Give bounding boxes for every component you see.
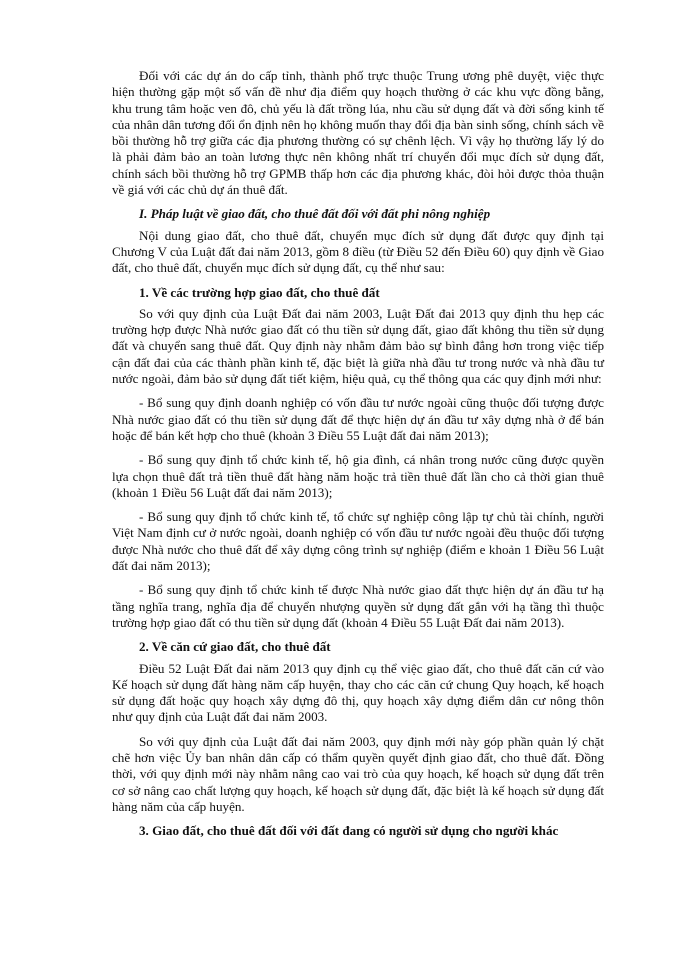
section-heading-1: I. Pháp luật về giao đất, cho thuê đất đối với đất phi nông nghiệp <box>139 206 491 222</box>
subsection2-paragraph-1: Điều 52 Luật Đất đai năm 2013 quy định cụ thể việc giao đất, cho thuê đất căn cứ vào Kế hoạch sử dụng đất hàng năm cấp huyện, thay cho các căn cứ chung Quy hoạch, kế hoạch sử dụng đất hoặc quy hoạch xây dựng đô thị, quy hoạch xây dựng điểm dân cư nông thôn như quy định của Luật đất đai năm 2003. <box>112 660 604 725</box>
subsection-heading-2: 2. Về căn cứ giao đất, cho thuê đất <box>139 639 331 655</box>
bullet-item-4: - Bổ sung quy định tổ chức kinh tế được Nhà nước giao đất thực hiện dự án đầu tư hạ tầng nghĩa trang, nghĩa địa để chuyển nhượng quyền sử dụng đất gắn với hạ tầng thì thuộc trường hợp giao đất có thu tiền sử dụng đất (khoản 4 Điều 55 Luật Đất đai năm 2013). <box>112 582 604 630</box>
bullet-item-2: - Bổ sung quy định tổ chức kinh tế, hộ gia đình, cá nhân trong nước cũng được quyền lựa chọn thuê đất trả tiền thuê đất hàng năm hoặc trả tiền thuê đất lần cho cả thời gian thuê (khoản 1 Điều 56 Luật đất đai năm 2013); <box>112 452 604 500</box>
intro-paragraph: Đối với các dự án do cấp tỉnh, thành phố trực thuộc Trung ương phê duyệt, việc thực hiện thường gặp một số vấn đề như địa điểm quy hoạch thường ở các khu vực đồng bằng, khu trung tâm hoặc ven đô, chủ yếu là đất trồng lúa, nhu cầu sử dụng đất và đời sống kinh tế của nhân dân tương đối ổn định nên họ không muốn thay đổi địa bàn sinh sống, chính sách về bồi thường hỗ trợ giữa các địa phương thường có sự chênh lệch. Vì vậy họ thường lấy lý do là phải đảm bảo an toàn lương thực nên không nhất trí chuyển đổi mục đích sử dụng đất, chính sách bồi thường hỗ trợ GPMB thấp hơn các địa phương khác, đòi hỏi được thỏa thuận về giá với các chủ dự án thuê đất. <box>112 68 604 198</box>
subsection-heading-3: 3. Giao đất, cho thuê đất đối với đất đang có người sử dụng cho người khác <box>139 823 559 839</box>
section1-intro-paragraph: Nội dung giao đất, cho thuê đất, chuyển mục đích sử dụng đất được quy định tại Chương V của Luật đất đai năm 2013, gồm 8 điều (từ Điều 52 đến Điều 60) quy định về Giao đất, cho thuê đất, chuyển mục đích sử dụng đất, cụ thể như sau: <box>112 227 604 276</box>
subsection-heading-1: 1. Về các trường hợp giao đất, cho thuê đất <box>139 284 380 300</box>
subsection2-paragraph-2: So với quy định của Luật đất đai năm 2003, quy định mới này góp phần quản lý chặt chẽ hơn việc Ủy ban nhân dân cấp có thẩm quyền quyết định giao đất, cho thuê đất. Đồng thời, với quy định mới này nhằm nâng cao vai trò của quy hoạch, kế hoạch sử dụng đất trên cơ sở nâng cao chất lượng quy hoạch, kế hoạch sử dụng đất, đặc biệt là kế hoạch sử dụng đất hàng năm của cấp huyện. <box>112 733 604 814</box>
subsection1-paragraph: So với quy định của Luật Đất đai năm 2003, Luật Đất đai 2013 quy định thu hẹp các trường hợp được Nhà nước giao đất có thu tiền sử dụng đất, giao đất không thu tiền sử dụng đất và chuyển sang thuê đất. Quy định này nhằm đảm bảo sự bình đẳng hơn trong việc tiếp cận đất đai của các thành phần kinh tế, đặc biệt là giữa nhà đầu tư trong nước và nhà đầu tư nước ngoài, đảm bảo sử dụng đất tiết kiệm, hiệu quả, cụ thể thông qua các quy định mới như: <box>112 305 604 387</box>
bullet-item-1: - Bổ sung quy định doanh nghiệp có vốn đầu tư nước ngoài cũng thuộc đối tượng được Nhà nước giao đất có thu tiền sử dụng đất để thực hiện dự án đầu tư xây dựng nhà ở để bán hoặc để bán kết hợp cho thuê (khoản 3 Điều 55 Luật đất đai năm 2013); <box>112 395 604 443</box>
bullet-item-3: - Bổ sung quy định tổ chức kinh tế, tổ chức sự nghiệp công lập tự chủ tài chính, người Việt Nam định cư ở nước ngoài, doanh nghiệp có vốn đầu tư nước ngoài đều thuộc đối tượng được Nhà nước cho thuê đất để xây dựng công trình sự nghiệp (điểm e khoản 1 Điều 56 Luật đất đai năm 2013); <box>112 509 604 574</box>
